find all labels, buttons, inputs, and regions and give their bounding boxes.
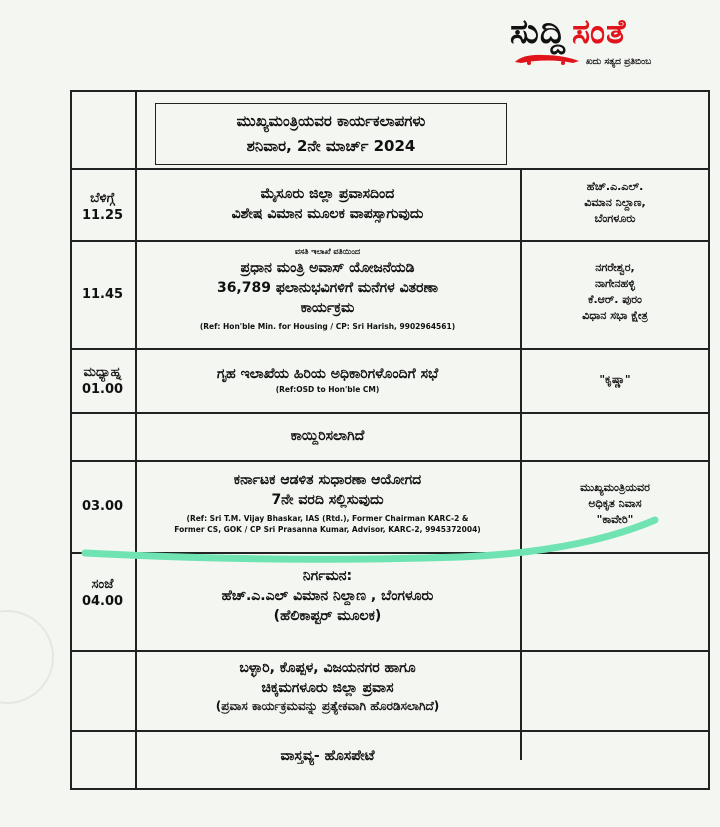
row-divider [70, 730, 710, 732]
location-line: ಕೆ.ಆರ್. ಪುರಂ [588, 293, 642, 306]
row-divider [70, 168, 710, 170]
event-line: ಚಿಕ್ಕಮಗಳೂರು ಜಿಲ್ಲಾ ಪ್ರವಾಸ [261, 680, 394, 696]
location-line: ಬೆಂಗಳೂರು [594, 212, 636, 225]
location-line: ನಾಗೇನಹಳ್ಳಿ [595, 277, 635, 290]
row-divider [70, 788, 710, 790]
brand-name-part1: ಸುದ್ದಿ [510, 12, 566, 52]
location-line: ಅಧಿಕೃತ ನಿವಾಸ [588, 497, 642, 510]
event-line: ಮೈಸೂರು ಜಿಲ್ಲಾ ಪ್ರವಾಸದಿಂದ [260, 186, 395, 202]
highlight-stroke [80, 505, 665, 565]
brand-tagline: ಖದು ಸತ್ಯದ ಪ್ರತಿಬಿಂಬ [586, 57, 652, 67]
time-value: 01.00 [81, 382, 124, 397]
row2-event [135, 246, 520, 332]
row-divider [70, 650, 710, 652]
time-value: 04.00 [81, 594, 124, 609]
brand-logo [510, 12, 710, 74]
faint-stamp [0, 610, 54, 704]
event-reference: (Ref:OSD to Hon'ble CM) [275, 385, 380, 394]
row1-time [70, 190, 135, 224]
row-divider [70, 240, 710, 242]
row3-location [520, 372, 710, 388]
table-border [70, 90, 710, 92]
page-title: ಮುಖ್ಯಮಂತ್ರಿಯವರ ಕಾರ್ಯಕಲಾಪಗಳು [236, 112, 426, 130]
location-line: ವಿಧಾನ ಸಭಾ ಕ್ಷೇತ್ರ [582, 309, 648, 322]
event-line: ಪ್ರಧಾನ ಮಂತ್ರಿ ಅವಾಸ್ ಯೋಜನೆಯಡಿ [240, 260, 415, 276]
time-label: ಮಧ್ಯಾಹ್ನ [83, 365, 122, 380]
time-value: 11.45 [81, 287, 124, 302]
event-line: ವಾಸ್ತವ್ಯ- ಹೊಸಪೇಟೆ [280, 748, 375, 764]
row2-time [70, 286, 135, 303]
schedule-table [70, 90, 710, 790]
event-pre-note: ವಸತಿ ಇಲಾಖೆ ವತಿಯಿಂದ [294, 247, 361, 256]
row7-event [135, 658, 520, 714]
event-line: 7ನೇ ವರದಿ ಸಲ್ಲಿಸುವುದು [271, 492, 384, 508]
schedule-document [0, 90, 720, 827]
time-label: ಬೆಳಿಗ್ಗೆ [90, 191, 115, 206]
location-line: "ಕೃಷ್ಣಾ" [599, 373, 631, 386]
location-line: ಹೆಚ್.ಎ.ಎಲ್. [586, 180, 644, 193]
row-divider [70, 460, 710, 462]
event-line: ನಿರ್ಗಮನ: [302, 568, 353, 584]
row1-location [520, 179, 710, 227]
row8-event [135, 746, 520, 766]
event-line: ವಿಶೇಷ ವಿಮಾನ ಮೂಲಕ ವಾಪಸ್ಸಾಗುವುದು [231, 206, 424, 222]
event-line: (ಹೆಲಿಕಾಪ್ಟರ್ ಮೂಲಕ) [273, 608, 382, 624]
row2-location [520, 260, 710, 324]
brand-name-part2: ಸಂತೆ [571, 12, 627, 52]
location-line: ವಿಮಾನ ನಿಲ್ದಾಣ, [584, 196, 646, 209]
row3-event [135, 364, 520, 395]
car-icon [513, 52, 583, 66]
row-divider [70, 348, 710, 350]
time-value: 11.25 [81, 208, 124, 223]
row-divider [70, 412, 710, 414]
row6-time [70, 576, 135, 610]
event-reference: Former CS, GOK / CP Sri Prasanna Kumar, Advisor, KARC-2, 9945372004) [174, 525, 481, 534]
row1-event [135, 184, 520, 224]
event-line: ಕರ್ನಾಟಕ ಆಡಳಿತ ಸುಧಾರಣಾ ಆಯೋಗದ [233, 472, 422, 488]
event-line: ಗೃಹ ಇಲಾಖೆಯ ಹಿರಿಯ ಅಧಿಕಾರಿಗಳೊಂದಿಗೆ ಸಭೆ [216, 366, 439, 382]
event-note: (ಪ್ರವಾಸ ಕಾರ್ಯಕ್ರಮವನ್ನು ಪ್ರತ್ಯೇಕವಾಗಿ ಹೊರಡಿಸಲಾಗಿದೆ) [215, 699, 440, 713]
event-line: 36,789 ಫಲಾನುಭವಿಗಳಿಗೆ ಮನೆಗಳ ವಿತರಣಾ [216, 280, 439, 296]
event-reference: (Ref: Hon'ble Min. for Housing / CP: Sri Harish, 9902964561) [199, 322, 456, 331]
event-line: ಕಾರ್ಯಕ್ರಮ [300, 300, 355, 316]
event-line: ಕಾಯ್ದಿರಿಸಲಾಗಿದೆ [290, 428, 365, 444]
page-date: ಶನಿವಾರ, 2ನೇ ಮಾರ್ಚ್ 2024 [246, 137, 416, 155]
location-line: ಮುಖ್ಯಮಂತ್ರಿಯವರ [580, 481, 650, 494]
row4-event [135, 426, 520, 446]
time-label: ಸಂಜೆ [91, 577, 114, 592]
location-line: ನಗರೇಶ್ವರ, [595, 261, 635, 274]
event-line: ಹೆಚ್.ಎ.ಎಲ್ ವಿಮಾನ ನಿಲ್ದಾಣ , ಬೆಂಗಳೂರು [221, 588, 434, 604]
brand-name [510, 12, 626, 52]
event-reference: (Ref: Sri T.M. Vijay Bhaskar, IAS (Rtd.), Former Chairman KARC-2 & [186, 514, 469, 523]
row3-time [70, 364, 135, 398]
page-title-box [155, 103, 507, 165]
location-line: "ಕಾವೇರಿ" [596, 513, 634, 526]
row6-event [135, 566, 520, 626]
event-line: ಬಳ್ಳಾರಿ, ಕೊಪ್ಪಳ, ವಿಜಯನಗರ ಹಾಗೂ [239, 660, 416, 676]
time-value: 03.00 [81, 499, 124, 514]
